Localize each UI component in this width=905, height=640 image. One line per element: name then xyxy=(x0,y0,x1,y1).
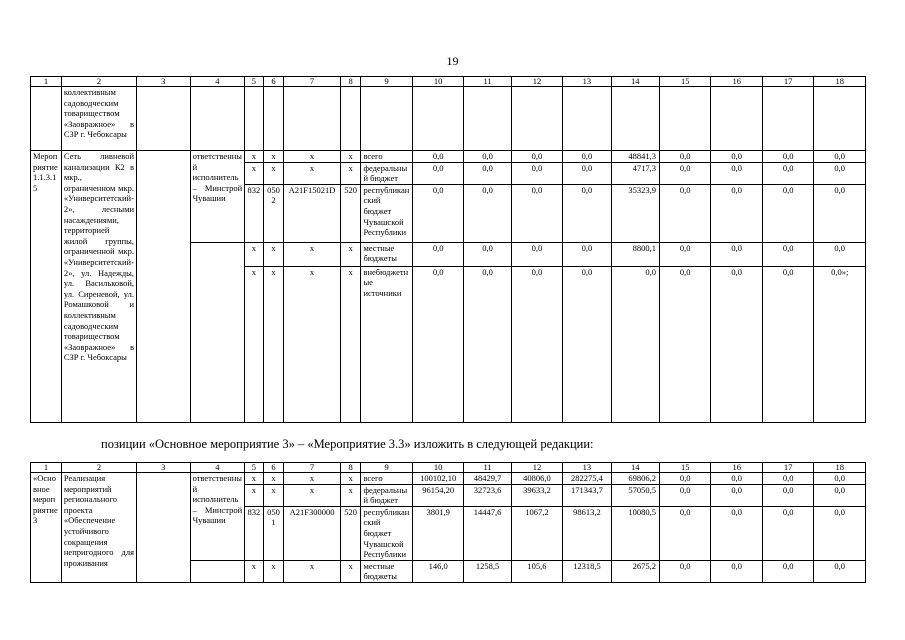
cell-value: 3801,9 xyxy=(412,506,463,560)
header-cell: 2 xyxy=(61,463,136,473)
cell-source: внебюджетные источники xyxy=(361,266,412,422)
cell-value: 14447,6 xyxy=(464,506,511,560)
cell-value: 0,0 xyxy=(711,506,762,560)
cell-value: 0,0 xyxy=(511,266,562,422)
cell-value: 0,0 xyxy=(814,473,866,485)
prev-event-name: коллективным садоводческим товариществом «Заовражное» в СЗР г. Чебоксары xyxy=(61,87,136,151)
cell-value: 0,0 xyxy=(762,266,813,422)
event-name: Реализация мероприятий регионального проекта «Обеспечение устойчивого сокращения непригодного для проживания xyxy=(61,473,136,583)
header-cell: 9 xyxy=(361,77,412,87)
cell-target: x xyxy=(284,484,341,506)
cell-value: 0,0 xyxy=(659,266,710,422)
cell-value: 0,0 xyxy=(412,151,463,163)
cell-value: 0,0 xyxy=(814,484,866,506)
cell-value: 10080,5 xyxy=(611,506,659,560)
header-cell: 4 xyxy=(190,463,245,473)
cell-value: 0,0 xyxy=(711,162,762,184)
cell-value: 12318,5 xyxy=(563,560,611,582)
header-cell: 6 xyxy=(263,77,284,87)
cell-value: 146,0 xyxy=(412,560,463,582)
cell-value: 0,0 xyxy=(511,151,562,163)
cell-value: 0,0 xyxy=(762,242,813,266)
cell-grbs: x xyxy=(245,162,264,184)
cell-source: федеральный бюджет xyxy=(361,484,412,506)
header-cell: 4 xyxy=(190,77,245,87)
header-cell: 8 xyxy=(340,77,361,87)
header-cell: 5 xyxy=(245,463,264,473)
cell-value: 48841,3 xyxy=(611,151,659,163)
cell-source: республиканский бюджет Чувашской Республики xyxy=(361,184,412,242)
cell-value: 0,0 xyxy=(464,242,511,266)
cell-value: 171343,7 xyxy=(563,484,611,506)
event-code: Мероприятие 1.1.3.15 xyxy=(31,151,62,423)
responsible-executor: ответственный исполнитель – Минстрой Чувашии xyxy=(190,151,245,243)
header-cell: 7 xyxy=(284,77,341,87)
cell-value: 98613,2 xyxy=(563,506,611,560)
header-cell: 11 xyxy=(464,77,511,87)
cell-value: 8800,1 xyxy=(611,242,659,266)
page-number: 19 xyxy=(446,54,459,68)
cell-value: 0,0 xyxy=(511,184,562,242)
cell-value: 4717,3 xyxy=(611,162,659,184)
cell-value: 2675,2 xyxy=(611,560,659,582)
header-cell: 9 xyxy=(361,463,412,473)
cell-value: 0,0 xyxy=(711,484,762,506)
cell-value: 0,0 xyxy=(563,242,611,266)
cell-section: x xyxy=(263,484,284,506)
responsible-executor: ответственный исполнитель – Минстрой Чувашии xyxy=(190,473,245,561)
cell-expense: x xyxy=(340,162,361,184)
header-cell: 14 xyxy=(611,463,659,473)
cell-target: x xyxy=(284,560,341,582)
cell-value: 32723,6 xyxy=(464,484,511,506)
cell-section: x xyxy=(263,473,284,485)
cell-section: x xyxy=(263,151,284,163)
cell-value: 35323,9 xyxy=(611,184,659,242)
cell-value: 0,0 xyxy=(511,242,562,266)
cell-expense: x xyxy=(340,151,361,163)
header-cell: 15 xyxy=(659,77,710,87)
header-cell: 13 xyxy=(563,463,611,473)
cell-source: республиканский бюджет Чувашской Республики xyxy=(361,506,412,560)
header-cell: 18 xyxy=(814,77,866,87)
cell-value: 0,0 xyxy=(659,242,710,266)
cell-target: x xyxy=(284,151,341,163)
cell-grbs: x xyxy=(245,242,264,266)
cell-value: 0,0 xyxy=(659,184,710,242)
cell-value: 0,0 xyxy=(762,506,813,560)
cell-section: 0502 xyxy=(263,184,284,242)
cell-expense: 520 xyxy=(340,506,361,560)
cell-value: 0,0 xyxy=(659,560,710,582)
header-cell: 15 xyxy=(659,463,710,473)
cell-grbs: 832 xyxy=(245,184,264,242)
header-cell: 13 xyxy=(563,77,611,87)
cell-value: 0,0 xyxy=(659,484,710,506)
cell-value: 0,0 xyxy=(762,162,813,184)
cell-value: 0,0 xyxy=(711,560,762,582)
cell-source: всего xyxy=(361,151,412,163)
amendment-caption: позиции «Основное мероприятие 3» – «Мероприятие 3.3» изложить в следующей редакции: xyxy=(101,437,594,451)
header-cell: 16 xyxy=(711,463,762,473)
header-cell: 10 xyxy=(412,463,463,473)
header-cell: 2 xyxy=(61,77,136,87)
table-row xyxy=(31,473,866,485)
cell-value: 0,0 xyxy=(659,506,710,560)
cell-target: x xyxy=(284,242,341,266)
cell-source: федеральный бюджет xyxy=(361,162,412,184)
cell-value: 96154,20 xyxy=(412,484,463,506)
cell-value: 69806,2 xyxy=(611,473,659,485)
cell-value: 0,0 xyxy=(563,151,611,163)
cell-target: x xyxy=(284,473,341,485)
cell-expense: x xyxy=(340,473,361,485)
cell-grbs: 832 xyxy=(245,506,264,560)
header-cell: 11 xyxy=(464,463,511,473)
header-cell: 10 xyxy=(412,77,463,87)
cell-section: x xyxy=(263,162,284,184)
cell-value: 0,0 xyxy=(464,266,511,422)
cell-value: 0,0 xyxy=(711,266,762,422)
cell-value: 1258,5 xyxy=(464,560,511,582)
cell-value: 0,0 xyxy=(464,151,511,163)
cell-value: 39633,2 xyxy=(511,484,562,506)
cell-value: 0,0 xyxy=(659,162,710,184)
cell-value: 0,0 xyxy=(762,473,813,485)
cell-expense: x xyxy=(340,242,361,266)
cell-value: 57050,5 xyxy=(611,484,659,506)
cell-section: x xyxy=(263,560,284,582)
cell-value: 0,0 xyxy=(659,151,710,163)
cell-grbs: x xyxy=(245,266,264,422)
cell-value: 0,0 xyxy=(659,473,710,485)
header-cell: 1 xyxy=(31,463,62,473)
cell-source: местные бюджеты xyxy=(361,242,412,266)
cell-source: местные бюджеты xyxy=(361,560,412,582)
cell-value: 0,0 xyxy=(814,506,866,560)
cell-value: 40806,0 xyxy=(511,473,562,485)
header-cell: 3 xyxy=(137,77,191,87)
cell-value: 0,0 xyxy=(814,162,866,184)
cell-value: 0,0 xyxy=(814,151,866,163)
cell-expense: x xyxy=(340,560,361,582)
cell-value: 48429,7 xyxy=(464,473,511,485)
table-row xyxy=(31,151,866,163)
header-cell: 18 xyxy=(814,463,866,473)
cell-value: 105,6 xyxy=(511,560,562,582)
cell-grbs: x xyxy=(245,473,264,485)
cell-value: 0,0 xyxy=(762,184,813,242)
cell-value: 0,0 xyxy=(711,184,762,242)
header-cell: 3 xyxy=(137,463,191,473)
event-name: Сеть ливневой канализации К2 в мкр., ограниченном мкр. «Университетский-2», лесными насаждениями, территорией жилой группы, ограниченной мкр. «Университетский-2», ул. Надежды, ул. Васильковой, ул. Сиреневой, ул. Ромашковой и коллективным садоводческим товариществом «Заовражное» в СЗР г. Чебоксары xyxy=(61,151,136,423)
cell-value: 0,0 xyxy=(814,560,866,582)
cell-value: 0,0 xyxy=(412,242,463,266)
cell-value: 0,0 xyxy=(412,184,463,242)
header-cell: 8 xyxy=(340,463,361,473)
cell-target: x xyxy=(284,162,341,184)
cell-value: 0,0 xyxy=(511,162,562,184)
cell-value: 0,0 xyxy=(711,473,762,485)
header-cell: 12 xyxy=(511,77,562,87)
cell-value: 0,0 xyxy=(762,151,813,163)
cell-expense: x xyxy=(340,266,361,422)
header-cell: 16 xyxy=(711,77,762,87)
continuation-row xyxy=(31,87,866,151)
cell-section: x xyxy=(263,266,284,422)
cell-value: 0,0 xyxy=(762,560,813,582)
cell-value: 0,0 xyxy=(464,162,511,184)
cell-grbs: x xyxy=(245,151,264,163)
header-row xyxy=(31,77,866,87)
header-cell: 7 xyxy=(284,463,341,473)
cell-value: 0,0 xyxy=(711,151,762,163)
cell-grbs: x xyxy=(245,560,264,582)
cell-value: 0,0 xyxy=(464,184,511,242)
cell-section: x xyxy=(263,242,284,266)
header-cell: 14 xyxy=(611,77,659,87)
cell-target: x xyxy=(284,266,341,422)
cell-target: A21F15021D xyxy=(284,184,341,242)
cell-source: всего xyxy=(361,473,412,485)
budget-table-2 xyxy=(30,462,866,583)
header-cell: 12 xyxy=(511,463,562,473)
cell-value: 0,0 xyxy=(611,266,659,422)
header-cell: 17 xyxy=(762,77,813,87)
cell-value: 0,0 xyxy=(711,242,762,266)
budget-table-1 xyxy=(30,76,866,423)
header-cell: 1 xyxy=(31,77,62,87)
cell-value: 0,0 xyxy=(563,162,611,184)
event-code: «Основное мероприятие 3 xyxy=(31,473,62,583)
cell-value: 0,0 xyxy=(563,266,611,422)
cell-value: 0,0»; xyxy=(814,266,866,422)
cell-value: 0,0 xyxy=(412,162,463,184)
header-row xyxy=(31,463,866,473)
header-cell: 6 xyxy=(263,463,284,473)
cell-value: 282275,4 xyxy=(563,473,611,485)
cell-value: 0,0 xyxy=(762,484,813,506)
header-cell: 5 xyxy=(245,77,264,87)
header-cell: 17 xyxy=(762,463,813,473)
cell-value: 0,0 xyxy=(412,266,463,422)
cell-expense: 520 xyxy=(340,184,361,242)
cell-value: 0,0 xyxy=(814,184,866,242)
cell-value: 0,0 xyxy=(563,184,611,242)
cell-value: 0,0 xyxy=(814,242,866,266)
cell-expense: x xyxy=(340,484,361,506)
cell-value: 1067,2 xyxy=(511,506,562,560)
cell-grbs: x xyxy=(245,484,264,506)
cell-section: 0501 xyxy=(263,506,284,560)
cell-target: A21F300000 xyxy=(284,506,341,560)
cell-value: 100102,10 xyxy=(412,473,463,485)
